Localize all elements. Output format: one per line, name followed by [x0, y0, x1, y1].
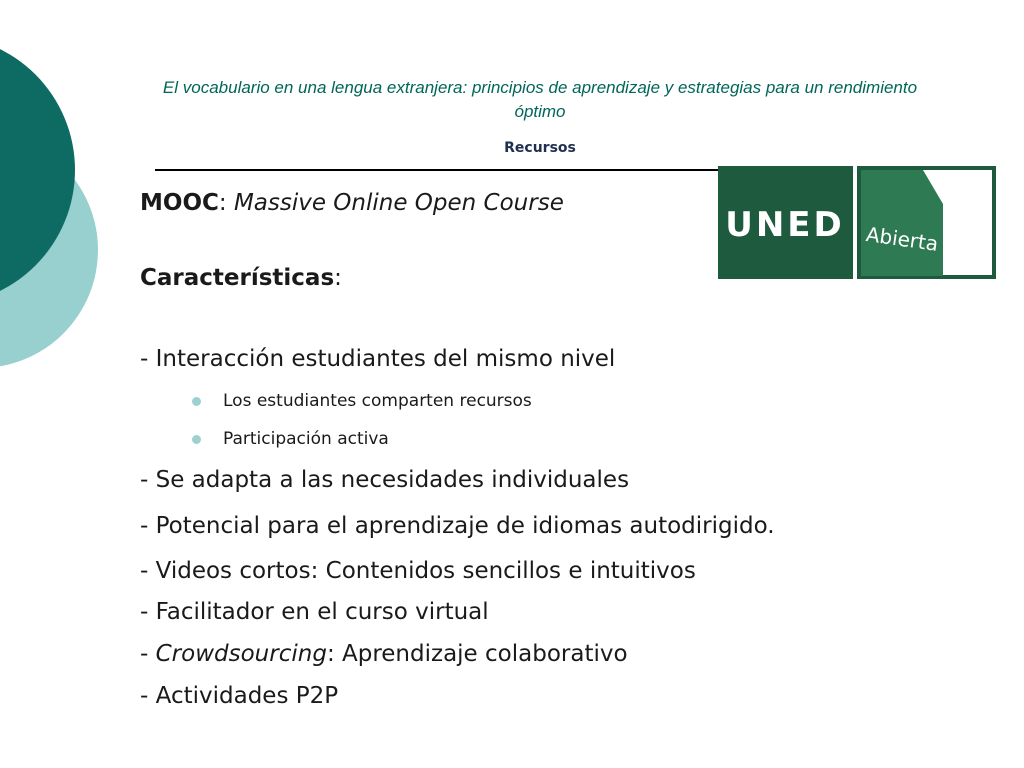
sub-bullet-shared-resources: Los estudiantes comparten recursos [223, 391, 532, 411]
list-item-crowdsourcing [140, 639, 628, 669]
list-item-facilitator: - Facilitador en el curso virtual [140, 599, 489, 625]
logo-right-text: Abierta [864, 222, 940, 256]
slide-title: El vocabulario en una lengua extranjera: principios de aprendizaje y estrategias para un rendimiento óptimo [162, 78, 918, 121]
mooc-expansion: Massive Online Open Course [233, 190, 564, 216]
list-item-individual-needs: - Se adapta a las necesidades individuales [140, 467, 630, 493]
crowd-term: Crowdsourcing [155, 641, 327, 667]
bullet-dot [192, 397, 201, 406]
mooc-separator: : [218, 190, 234, 216]
sub-bullet-active-participation: Participación activa [223, 429, 389, 449]
list-item-interaction: - Interacción estudiantes del mismo nivel [140, 346, 616, 372]
crowd-prefix: - [140, 641, 156, 667]
list-item-p2p: - Actividades P2P [140, 683, 339, 709]
features-term: Características [140, 265, 335, 291]
section-title: Recursos [504, 140, 576, 156]
mooc-term: MOOC [140, 190, 219, 216]
features-colon: : [334, 265, 342, 291]
crowd-rest: : Aprendizaje colaborativo [326, 641, 628, 667]
uned-abierta-logo [718, 166, 996, 279]
decorative-circles [0, 0, 110, 420]
title-divider [155, 169, 720, 171]
logo-left-text: UNED [725, 205, 845, 245]
list-item-short-videos: - Videos cortos: Contenidos sencillos e intuitivos [140, 558, 696, 584]
features-heading [140, 263, 342, 293]
bullet-dot [192, 435, 201, 444]
mooc-definition [140, 188, 564, 218]
list-item-self-directed: - Potencial para el aprendizaje de idiomas autodirigido. [140, 513, 775, 539]
